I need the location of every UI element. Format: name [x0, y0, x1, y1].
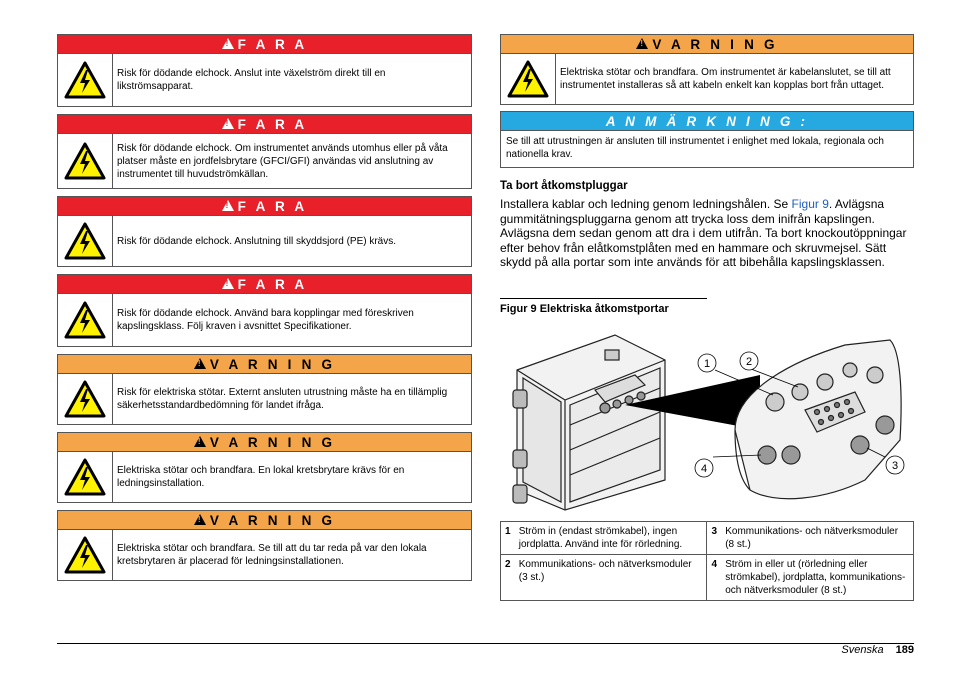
table-row: 1 Ström in (endast strömkabel), ingen jordplatta. Använd inte för rörledning. 3 Kommunikations- och nätverksmoduler (8 st.) [501, 522, 914, 555]
warning-header: ! F A R A [58, 35, 471, 54]
warning-text: Elektriska stötar och brandfara. Se till att du tar reda på var den lokala kretsbrytaren är placerad för ledningsinstallationen. [117, 543, 427, 567]
warning-triangle-icon [194, 436, 206, 447]
warning-box-2 [57, 114, 472, 189]
callout-2: 2 [745, 356, 753, 368]
table-row: 2 Kommunikations- och nätverksmoduler (3 st.) 4 Ström in eller ut (rörledning eller strömkabel), jordplatta, kommunikations- och nätverksmoduler (8 st.) [501, 555, 914, 601]
access-ports-illustration [505, 330, 910, 515]
figure-caption: Figur 9 Elektriska åtkomstportar [500, 302, 669, 315]
warning-box-6 [57, 432, 472, 503]
figure-legend-table [500, 521, 914, 601]
warning-header: ! V A R N I N G [58, 433, 471, 452]
footer-rule [57, 643, 914, 644]
warning-text: Elektriska stötar och brandfara. En lokal kretsbrytare krävs för en ledningsinstallation. [117, 465, 405, 489]
callout-3: 3 [891, 460, 899, 472]
warning-box-3 [57, 196, 472, 267]
warning-triangle-icon [222, 38, 234, 49]
warning-triangle-icon [194, 514, 206, 525]
shock-hazard-icon [501, 54, 556, 104]
note-box [500, 111, 914, 168]
warning-text: Risk för dödande elchock. Använd bara kopplingar med föreskriven kapslingsklass. Följ kraven i avsnittet Specifikationer. [117, 308, 414, 332]
shock-hazard-icon [58, 530, 113, 580]
right-column [500, 34, 914, 315]
page-number: 189 [895, 644, 914, 656]
shock-hazard-icon [58, 374, 113, 424]
shock-hazard-icon [58, 134, 113, 188]
warning-box-cable [500, 34, 914, 105]
warning-triangle-icon [222, 278, 234, 289]
warning-header: ! F A R A [58, 197, 471, 216]
section-paragraph: Installera kablar och ledning genom ledningshålen. Se Figur 9. Avlägsna gummitätningspluggarna genom att trycka loss dem inifrån kapslingen. Avlägsna dem sedan genom att dra i dem utifrån. Ta bort knockoutöppningar efter behov från elåtkomstplåten med en hammare och skruvmejsel. Sätt skydd på alla portar som inte används för att bibehålla kapslingsklassen. [500, 197, 907, 270]
shock-hazard-icon [58, 294, 113, 346]
callout-1: 1 [703, 358, 711, 370]
warning-triangle-icon [636, 38, 648, 49]
section-heading: Ta bort åtkomstpluggar [500, 180, 628, 192]
figure-rule [500, 298, 707, 299]
shock-hazard-icon [58, 54, 113, 106]
note-text: Se till att utrustningen är ansluten till instrumentet i enlighet med lokala, regionala och nationella krav. [506, 136, 884, 160]
left-column [57, 34, 472, 588]
warning-header: ! F A R A [58, 115, 471, 134]
shock-hazard-icon [58, 452, 113, 502]
warning-text: Risk för elektriska stötar. Externt ansluten utrustning måste ha en tillämplig säkerhetsstandardbedömning för landet ifråga. [117, 387, 448, 411]
warning-triangle-icon [194, 358, 206, 369]
warning-box-7 [57, 510, 472, 581]
warning-triangle-icon [222, 200, 234, 211]
warning-box-5 [57, 354, 472, 425]
warning-text: Risk för dödande elchock. Anslutning till skyddsjord (PE) krävs. [117, 235, 397, 247]
footer-language: Svenska [841, 644, 884, 656]
warning-box-1 [57, 34, 472, 107]
note-header: A N M Ä R K N I N G : [501, 112, 913, 131]
warning-header: ! V A R N I N G [58, 355, 471, 374]
warning-text: Elektriska stötar och brandfara. Om instrumentet är kabelanslutet, se till att instrumentet installeras så att kabeln enkelt kan kopplas bort från uttaget. [560, 67, 891, 91]
warning-header: ! V A R N I N G [58, 511, 471, 530]
warning-header: ! V A R N I N G [501, 35, 913, 54]
warning-text: Risk för dödande elchock. Anslut inte växelström direkt till en likströmsapparat. [117, 68, 386, 92]
warning-header: ! F A R A [58, 275, 471, 294]
shock-hazard-icon [58, 216, 113, 266]
callout-4: 4 [700, 463, 708, 475]
warning-box-4 [57, 274, 472, 347]
page-footer [841, 644, 914, 656]
figure-link[interactable]: Figur 9 [791, 197, 829, 211]
warning-text: Risk för dödande elchock. Om instrumentet används utomhus eller på våta platser måste en jordfelsbrytare (GFCI/GFI) användas vid anslutning av instrumentet till huvudströmkällan. [117, 142, 448, 180]
warning-triangle-icon [222, 118, 234, 129]
